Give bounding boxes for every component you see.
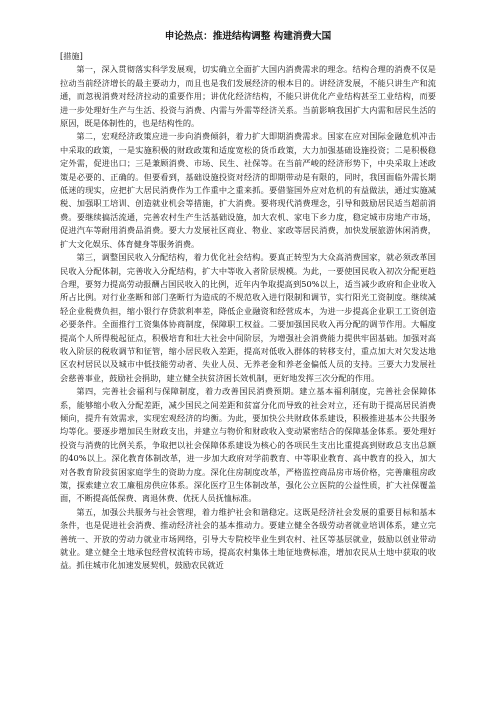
- document-title: 申论热点：推进结构调整 构建消费大国: [164, 31, 332, 42]
- paragraph-3: 第三，调整国民收入分配结构，着力优化社会结构。要真正转型为大众高消费国家，就必须改革国民收入分配体制，完善收入分配结构，扩大中等收入者阶层规模。为此，一要使国民收入初次分配更趋合理，要努力提高劳动报酬占国民收入的比例，近年内争取提高到50%以上，适当减少政府和企业收入所占比例。对行业垄断和部门垄断行为造成的不规范收入进行限制和调节，实行阳光工资制度。继续减轻企业税费负担，缩小银行存贷款利率差，降低企业融资和经营成本，为进一步提高企业职工工资创造必要条件。全面推行工资集体协商制度，保障职工权益。二要加强国民收入再分配的调节作用。大幅度提高个人所得税起征点，积极培育和壮大社会中间阶层，为增强社会消费能力提供牢固基础。加强对高收入阶层的税收调节和征管，缩小居民收入差距，提高对低收入群体的转移支付，重点加大对欠发达地区农村居民以及城市中低技能劳动者、失业人员、无养老金和养老金偏低人员的支持。三要大力发展社会慈善事业，鼓励社会捐助，建立健全扶贫济困长效机制，更好地发挥三次分配的作用。: [60, 252, 436, 383]
- section-tag: [措施]: [60, 51, 83, 61]
- paragraph-4: 第四，完善社会福利与保障制度，着力改善国民消费预期。建立基本福利制度，完善社会保障体系，能够缩小收入分配差距，减少国民之间差距和贫富分化而导致的社会对立，还有助于提高居民消费倾向，提升有效需求，实现宏观经济的均衡。为此，要加快公共财政体系建设，积极推进基本公共服务均等化。要逐步增加民生财政支出，并建立与物价和财政收入变动紧密结合的保障基金体系。要处理好投资与消费的比例关系，争取把以社会保障体系建设为核心的各项民生支出比重提高到财政总支出总额的40%以上。深化教育体制改革，进一步加大政府对学前教育、中等职业教育、高中教育的投入，加大对各教育阶段贫困家庭学生的资助力度。深化住房制度改革，严格监控商品房市场价格，完善廉租房政策，探索建立农工廉租房供应体系。深化医疗卫生体制改革，强化公立医院的公益性质，扩大社保覆盖面，不断提高低保费、离退休费、优抚人员抚恤标准。: [60, 386, 436, 504]
- paragraph-1: 第一，深入贯彻落实科学发展观，切实确立全面扩大国内消费需求的理念。结构合理的消费不仅是拉动当前经济增长的最主要动力，而且也是我们发展经济的根本目的。讲经济发展，不能只讲生产和流通，而忽视消费对经济拉动的重要作用；讲优化经济结构，不能只讲优化产业结构甚至工业结构，而要进一步处理好生产与生活、投资与消费、内需与外需等经济关系。当前影响我国扩大内需和居民生活的原因，既是体制性的，也是结构性的。: [60, 64, 436, 129]
- paragraph-2: 第二，宏观经济政策应进一步向消费倾斜，着力扩大即期消费需求。国家在应对国际金融危机冲击中采取的政策，一是实施积极的财政政策和适度宽松的货币政策，大力加强基础设施投资；二是积极稳定外需，促进出口；三是兼顾消费、市场、民生、社保等。在当前严峻的经济形势下，中央采取上述政策是必要的、正确的。但要看到，基础设施投资对经济的即期带动是有限的，同时，我国面临外需长期低迷的现实，应把扩大居民消费作为工作重中之重来抓。要借鉴国外应对危机的有益做法，通过实施减税、加强职工培训、创造就业机会等措施，扩大消费。要将现代消费理念，引导和鼓励居民适当超前消费。要继续搞活流通，完善农村生产生活基础设施，加大农机、家电下乡力度，稳定城市房地产市场，促进汽车等耐用消费品消费。要大力发展社区商业、物业、家政等居民消费，加快发展旅游休闲消费，扩大文化娱乐、体育健身等服务消费。: [60, 131, 436, 249]
- paragraph-5: 第五，加强公共服务与社会管理，着力维护社会和谐稳定。这既是经济社会发展的重要目标和基本条件，也是促进社会消费、推动经济社会的基本推动力。要建立健全各级劳动者就业培训体系，建立完善统一、开放的劳动力就业市场网络，引导大专院校毕业生到农村、社区等基层就业，鼓励以创业带动就业。建立健全土地承包经营权流转市场，提高农村集体土地征地费标准，增加农民从土地中获取的收益。抓住城市化加速发展契机，鼓励农民就近: [60, 506, 436, 571]
